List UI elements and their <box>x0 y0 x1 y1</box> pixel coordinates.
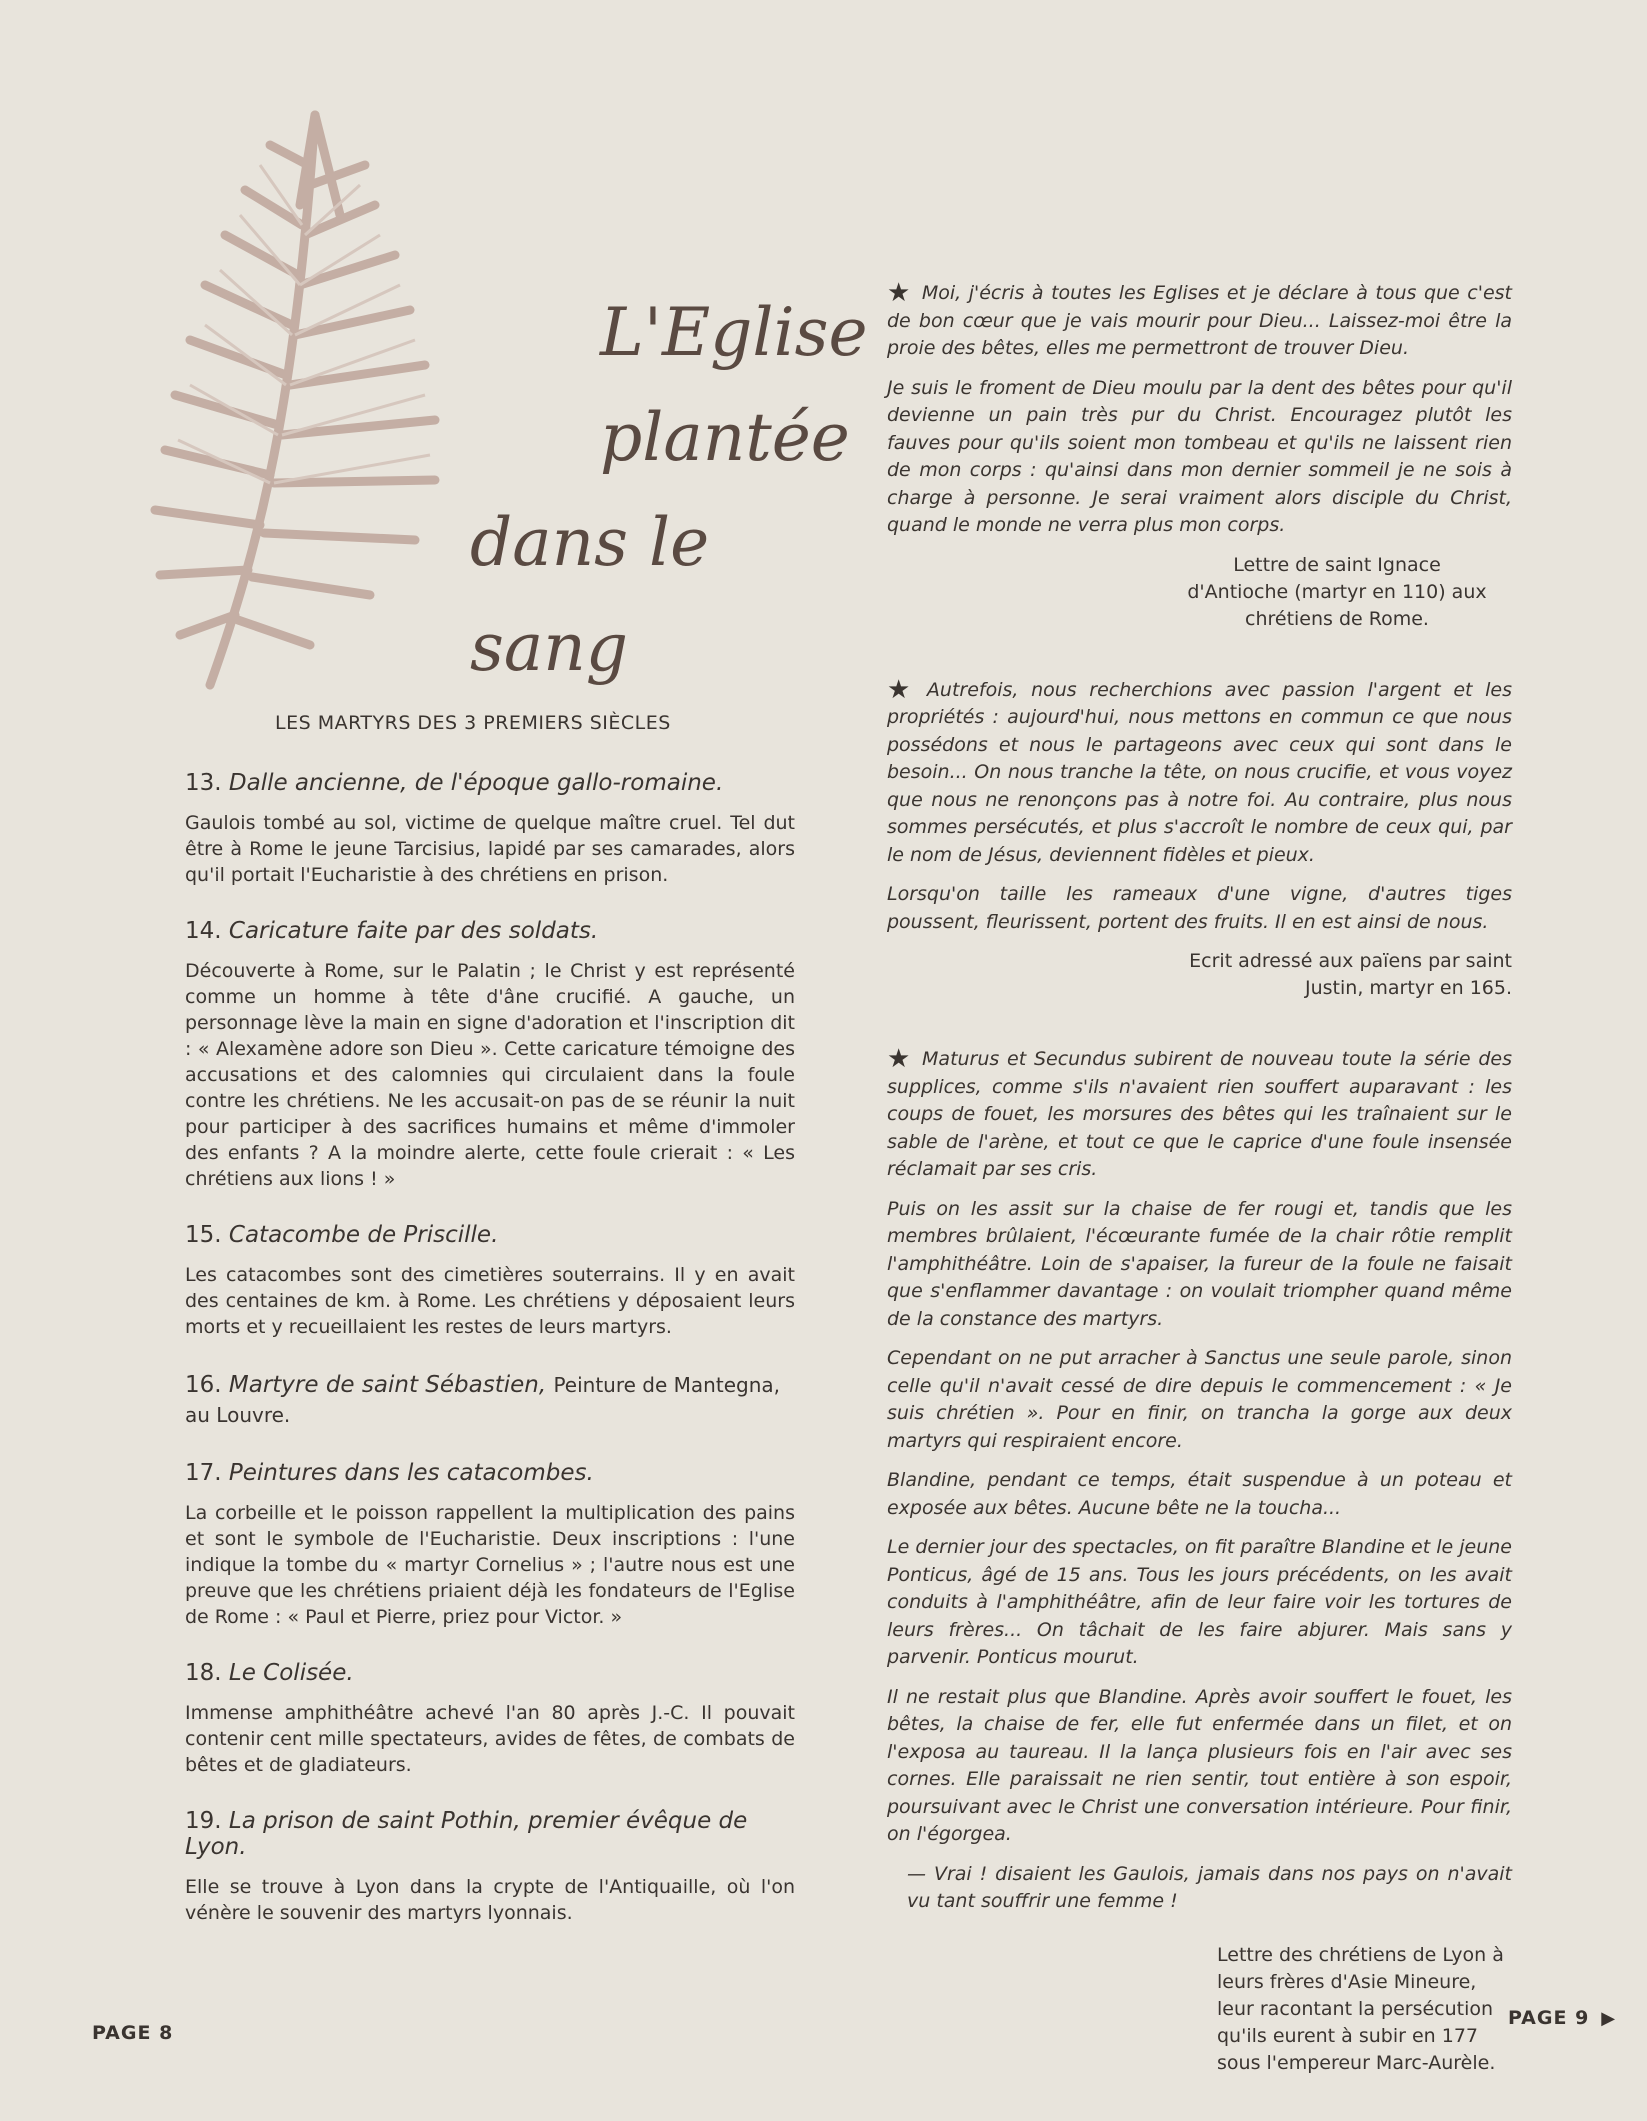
caption-title: Le Colisée. <box>228 1660 354 1686</box>
quote-block <box>887 1046 1512 2077</box>
quote-paragraph: Puis on les assit sur la chaise de fer rougi et, tandis que les membres brûlaient, l'écœurante fumée de la chair rôtie remplit l'amphithéâtre. Loin de s'apaiser, la fureur de la foule ne faisait que s'enflammer davantage : on voulait triompher quand même de la constance des martyrs. <box>887 1197 1512 1330</box>
quote-paragraph: ★ Moi, j'écris à toutes les Eglises et je déclare à tous que c'est de bon cœur que je vais mourir pour Dieu... Laissez-moi être la proie des bêtes, elles me permettront de trouver Dieu. <box>887 278 1512 359</box>
page-number-right <box>1508 2007 1616 2029</box>
quote-paragraph: Cependant on ne put arracher à Sanctus une seule parole, sinon celle qu'il n'avait cessé de dire depuis le commencement : « Je suis chrétien ». Pour en finir, on trancha la gorge aux deux martyrs qui respiraient encore. <box>887 1347 1512 1452</box>
quote-paragraph: ★ Autrefois, nous recherchions avec passion l'argent et les propriétés : aujourd'hui, nous mettons en commun ce que nous possédons et nous le partageons avec ceux qui sont dans le besoin... On nous tranche la tête, on nous crucifie, et vous voyez que nous ne renonçons pas à notre foi. Au contraire, plus nous sommes persécutés, et plus s'accroît le nombre de ceux qui, par le nom de Jésus, deviennent fidèles et pieux. <box>887 674 1512 866</box>
quote-source: Lettre de saint Ignace d'Antioche (martyr en 110) aux chrétiens de Rome. <box>1187 553 1487 630</box>
caption-item <box>185 918 795 1192</box>
caption-title: Dalle ancienne, de l'époque gallo-romaine. <box>228 770 724 796</box>
caption-number: 14. <box>185 918 222 944</box>
caption-title: Catacombe de Priscille. <box>228 1222 499 1248</box>
caption-heading <box>185 1808 795 1860</box>
caption-item <box>185 1808 795 1926</box>
caption-item <box>185 1660 795 1778</box>
quote-paragraph: Il ne restait plus que Blandine. Après avoir souffert le fouet, les bêtes, la chaise de fer, elle fut enfermée dans un filet, et on l'exposa au taureau. Il la lança plusieurs fois en l'air avec ses cornes. Elle paraissait ne rien sentir, tout entière à son espoir, poursuivant avec le Christ une conversation intérieure. Pour finir, on l'égorgea. <box>887 1685 1512 1845</box>
caption-heading <box>185 1370 795 1430</box>
caption-title: La prison de saint Pothin, premier évêque de Lyon. <box>185 1808 748 1860</box>
caption-item <box>185 1460 795 1630</box>
caption-item <box>185 1222 795 1340</box>
section-subtitle: LES MARTYRS DES 3 PREMIERS SIÈCLES <box>275 712 671 734</box>
caption-title: Caricature faite par des soldats. <box>228 918 599 944</box>
captions-column <box>185 770 795 1956</box>
star-icon: ★ <box>887 674 917 705</box>
star-icon: ★ <box>887 278 912 308</box>
caption-heading <box>185 1660 795 1686</box>
quote-paragraph: ★ Maturus et Secundus subirent de nouveau toute la série des supplices, comme s'ils n'avaient rien souffert auparavant : les coups de fouet, les morsures des bêtes qui les traînaient sur le sable de l'arène, et tout ce que le caprice d'une foule insensée réclamait par ses cris. <box>887 1044 1513 1180</box>
star-icon: ★ <box>887 1044 913 1074</box>
quote-source: Ecrit adressé aux païens par saint Justin, martyr en 165. <box>1189 950 1512 999</box>
caption-text: Immense amphithéâtre achevé l'an 80 après J.-C. Il pouvait contenir cent mille spectateurs, avides de fêtes, de combats de bêtes et de gladiateurs. <box>185 1702 795 1776</box>
caption-title: Martyre de saint Sébastien, <box>228 1372 547 1398</box>
caption-item <box>185 770 795 888</box>
page-number-label: PAGE 9 <box>1508 2007 1590 2029</box>
caption-number: 13. <box>185 770 222 796</box>
quotes-column <box>887 280 1512 2121</box>
title-line-3: dans le sang <box>470 504 710 686</box>
quote-paragraph: Le dernier jour des spectacles, on fit paraître Blandine et le jeune Ponticus, âgé de 15 ans. Tous les jours précédents, on les avait conduits à l'amphithéâtre, afin de leur faire voir les tortures de leurs frères... On tâchait de les faire abjurer. Mais sans y parvenir. Ponticus mourut. <box>887 1536 1512 1668</box>
caption-title: Peintures dans les catacombes. <box>228 1460 594 1486</box>
caption-text: La corbeille et le poisson rappellent la multiplication des pains et sont le symbole de l'Eucharistie. Deux inscriptions : l'une indique la tombe du « martyr Cornelius » ; l'autre nous est une preuve que les chrétiens priaient déjà les fondateurs de l'Eglise de Rome : « Paul et Pierre, priez pour Victor. » <box>185 1502 795 1628</box>
caption-number: 15. <box>185 1222 222 1248</box>
caption-text: Gaulois tombé au sol, victime de quelque maître cruel. Tel dut être à Rome le jeune Tarcisius, lapidé par ses camarades, alors qu'il portait l'Eucharistie à des chrétiens en prison. <box>185 812 795 886</box>
caption-text: Découverte à Rome, sur le Palatin ; le Christ y est représenté comme un homme à tête d'âne crucifié. A gauche, un personnage lève la main en signe d'adoration et l'inscription dit : « Alexamène adore son Dieu ». Cette caricature témoigne des accusations et des calomnies qui circulaient dans la foule contre les chrétiens. Ne les accusait-on pas de se réunir la nuit pour participer à des sacrifices humains et même d'immoler des enfants ? A la moindre alerte, cette foule crierait : « Les chrétiens aux lions ! » <box>185 960 795 1190</box>
palm-leaf-icon <box>150 105 460 690</box>
caption-heading <box>185 1460 795 1486</box>
caption-heading <box>185 770 795 796</box>
quote-paragraph: — Vrai ! disaient les Gaulois, jamais dans nos pays on n'avait vu tant souffrir une femme ! <box>907 1862 1512 1912</box>
quote-paragraph: Je suis le froment de Dieu moulu par la dent des bêtes pour qu'il devienne un pain très pur du Christ. Encouragez plutôt les fauves pour qu'ils soient mon tombeau et qu'ils ne laissent rien de mon corps : qu'ainsi dans mon dernier sommeil je ne sois à charge à personne. Je serai vraiment alors disciple du Christ, quand le monde ne verra plus mon corps. <box>887 376 1512 536</box>
page-number-left: PAGE 8 <box>92 2022 174 2044</box>
quote-paragraph: Lorsqu'on taille les rameaux d'une vigne, d'autres tiges poussent, fleurissent, portent des fruits. Il en est ainsi de nous. <box>887 883 1512 933</box>
title-line-1: L'Eglise <box>600 294 868 371</box>
quote-paragraph: Blandine, pendant ce temps, était suspendue à un poteau et exposée aux bêtes. Aucune bête ne la toucha... <box>887 1469 1512 1519</box>
play-arrow-icon: ▶ <box>1601 2008 1617 2029</box>
caption-subtitle: Peinture de Mantegna, au Louvre. <box>185 1373 780 1427</box>
quote-block <box>887 280 1512 633</box>
caption-number: 19. <box>185 1808 222 1834</box>
page-title <box>440 280 868 700</box>
caption-heading <box>185 1222 795 1248</box>
caption-text: Elle se trouve à Lyon dans la crypte de l'Antiquaille, où l'on vénère le souvenir des martyrs lyonnais. <box>185 1876 795 1924</box>
caption-number: 18. <box>185 1660 222 1686</box>
caption-number: 17. <box>185 1460 222 1486</box>
caption-number: 16. <box>185 1372 222 1398</box>
caption-heading <box>185 918 795 944</box>
quote-source: Lettre des chrétiens de Lyon à leurs frères d'Asie Mineure, leur racontant la persécution qu'ils eurent à subir en 177 sous l'empereur Marc-Aurèle. <box>1217 1943 1504 2074</box>
caption-item <box>185 1370 795 1430</box>
caption-text: Les catacombes sont des cimetières souterrains. Il y en avait des centaines de km. à Rome. Les chrétiens y déposaient leurs morts et y recueillaient les restes de leurs martyrs. <box>185 1264 795 1338</box>
quote-block <box>887 674 1512 1003</box>
title-line-2: plantée <box>600 399 850 476</box>
